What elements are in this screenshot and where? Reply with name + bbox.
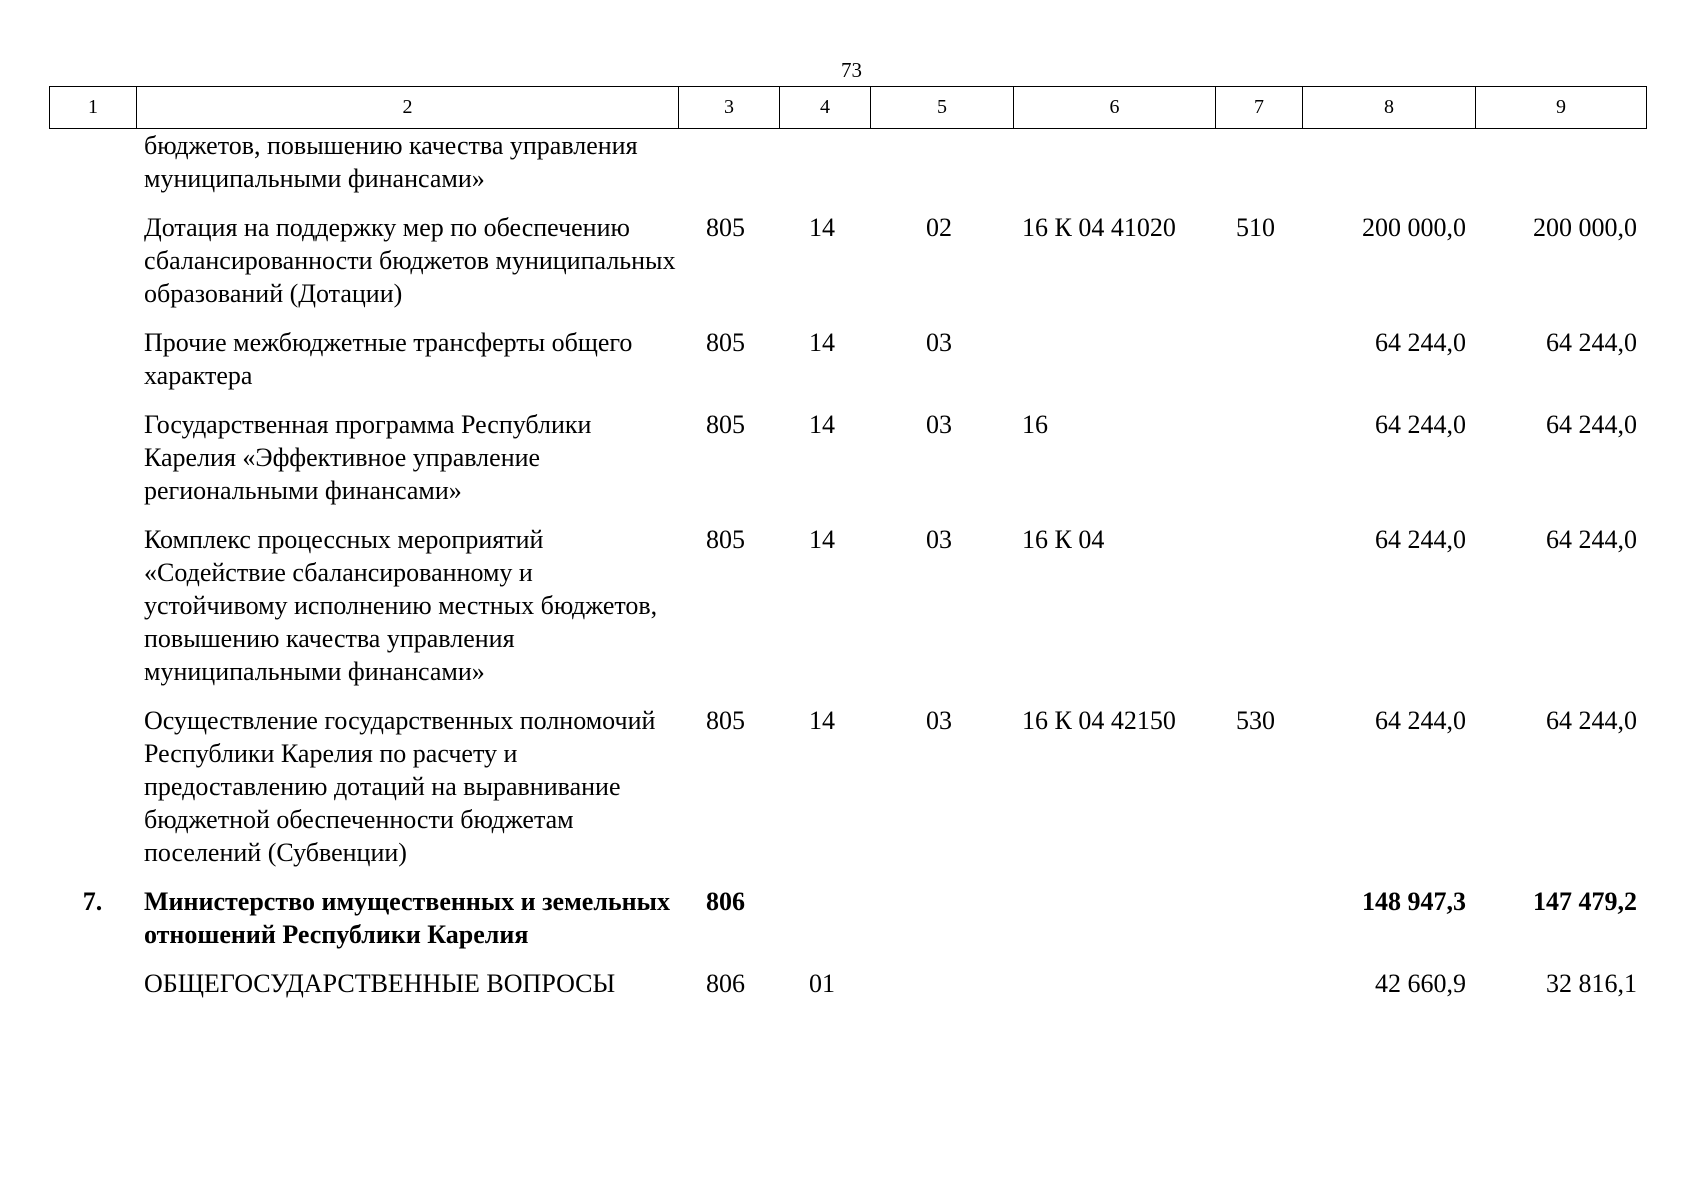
row-expense-type (1215, 507, 1302, 688)
row-subsection: 03 (926, 410, 952, 439)
row-subsection: 03 (926, 525, 952, 554)
row-expense-type (1215, 392, 1302, 507)
row-target-article (1013, 869, 1215, 951)
row-name: Прочие межбюджетные трансферты общего характера (144, 328, 633, 390)
row-number (49, 951, 136, 1000)
table-row (49, 195, 1646, 310)
row-expense-type (1215, 310, 1302, 392)
row-subsection (870, 951, 1013, 1000)
row-section: 14 (809, 410, 835, 439)
row-target-article (1013, 129, 1215, 195)
row-amount-year2: 200 000,0 (1533, 213, 1637, 242)
row-subsection (870, 129, 1013, 195)
row-ministry-code: 806 (706, 887, 745, 916)
row-expense-type (1215, 951, 1302, 1000)
row-target-article: 16 К 04 42150 (1022, 706, 1176, 735)
row-target-article: 16 (1022, 410, 1048, 439)
row-amount-year2: 64 244,0 (1546, 328, 1637, 357)
row-subsection: 03 (926, 706, 952, 735)
row-number: 7. (82, 887, 103, 916)
row-amount-year1: 148 947,3 (1362, 887, 1466, 916)
column-number-row (50, 87, 1647, 129)
column-header-8: 8 (1303, 87, 1476, 129)
table-row (49, 310, 1646, 392)
row-amount-year2: 64 244,0 (1546, 706, 1637, 735)
row-target-article (1013, 951, 1215, 1000)
table-row (49, 688, 1646, 869)
row-amount-year1: 64 244,0 (1375, 328, 1466, 357)
column-header-2: 2 (137, 87, 679, 129)
row-expense-type: 530 (1236, 706, 1275, 735)
row-target-article (1013, 310, 1215, 392)
page-number: 73 (841, 58, 862, 82)
row-section: 01 (809, 969, 835, 998)
row-ministry-code: 805 (706, 525, 745, 554)
row-section: 14 (809, 525, 835, 554)
row-expense-type (1215, 869, 1302, 951)
column-header-4: 4 (780, 87, 871, 129)
row-amount-year2: 64 244,0 (1546, 410, 1637, 439)
row-section (779, 129, 870, 195)
budget-table (49, 129, 1646, 1000)
row-name: Дотация на поддержку мер по обеспечению сбалансированности бюджетов муниципальных образований (Дотации) (144, 213, 676, 308)
column-header-1: 1 (50, 87, 137, 129)
column-header-7: 7 (1216, 87, 1303, 129)
row-ministry-code: 805 (706, 410, 745, 439)
row-expense-type (1215, 129, 1302, 195)
column-header-6: 6 (1014, 87, 1216, 129)
row-amount-year2: 64 244,0 (1546, 525, 1637, 554)
row-amount-year2: 147 479,2 (1533, 887, 1637, 916)
row-amount-year1: 64 244,0 (1375, 410, 1466, 439)
column-header-9: 9 (1476, 87, 1647, 129)
column-header-5: 5 (871, 87, 1014, 129)
table-row (49, 392, 1646, 507)
row-number (49, 195, 136, 310)
row-expense-type: 510 (1236, 213, 1275, 242)
row-amount-year1: 64 244,0 (1375, 706, 1466, 735)
row-amount-year1: 64 244,0 (1375, 525, 1466, 554)
table-row (49, 507, 1646, 688)
row-ministry-code: 805 (706, 328, 745, 357)
row-number (49, 688, 136, 869)
column-header-3: 3 (679, 87, 780, 129)
row-ministry-code: 805 (706, 213, 745, 242)
row-section: 14 (809, 328, 835, 357)
row-amount-year2 (1475, 129, 1646, 195)
row-number (49, 129, 136, 195)
row-subsection (870, 869, 1013, 951)
row-section: 14 (809, 213, 835, 242)
row-target-article: 16 К 04 41020 (1022, 213, 1176, 242)
row-name: Государственная программа Республики Карелия «Эффективное управление региональными финансами» (144, 410, 592, 505)
row-number (49, 310, 136, 392)
row-amount-year1: 42 660,9 (1375, 969, 1466, 998)
column-header-table (49, 86, 1647, 129)
table-row (49, 129, 1646, 195)
row-section (779, 869, 870, 951)
row-target-article: 16 К 04 (1022, 525, 1105, 554)
row-subsection: 03 (926, 328, 952, 357)
row-number (49, 507, 136, 688)
row-subsection: 02 (926, 213, 952, 242)
row-name: бюджетов, повышению качества управления муниципальными финансами» (144, 131, 638, 193)
row-name: Осуществление государственных полномочий Республики Карелия по расчету и предоставлению дотаций на выравнивание бюджетной обеспеченности бюджетам поселений (Субвенции) (144, 706, 656, 867)
row-section: 14 (809, 706, 835, 735)
table-row-ministry-total (49, 869, 1646, 951)
row-ministry-code: 805 (706, 706, 745, 735)
row-amount-year1: 200 000,0 (1362, 213, 1466, 242)
table-row (49, 951, 1646, 1000)
row-name: Министерство имущественных и земельных отношений Республики Карелия (144, 887, 670, 949)
row-amount-year2: 32 816,1 (1546, 969, 1637, 998)
row-ministry-code: 806 (706, 969, 745, 998)
row-name: ОБЩЕГОСУДАРСТВЕННЫЕ ВОПРОСЫ (144, 969, 616, 998)
row-ministry-code (678, 129, 779, 195)
row-amount-year1 (1302, 129, 1475, 195)
row-name: Комплекс процессных мероприятий «Содействие сбалансированному и устойчивому исполнению местных бюджетов, повышению качества управления муниципальными финансами» (144, 525, 658, 686)
row-number (49, 392, 136, 507)
